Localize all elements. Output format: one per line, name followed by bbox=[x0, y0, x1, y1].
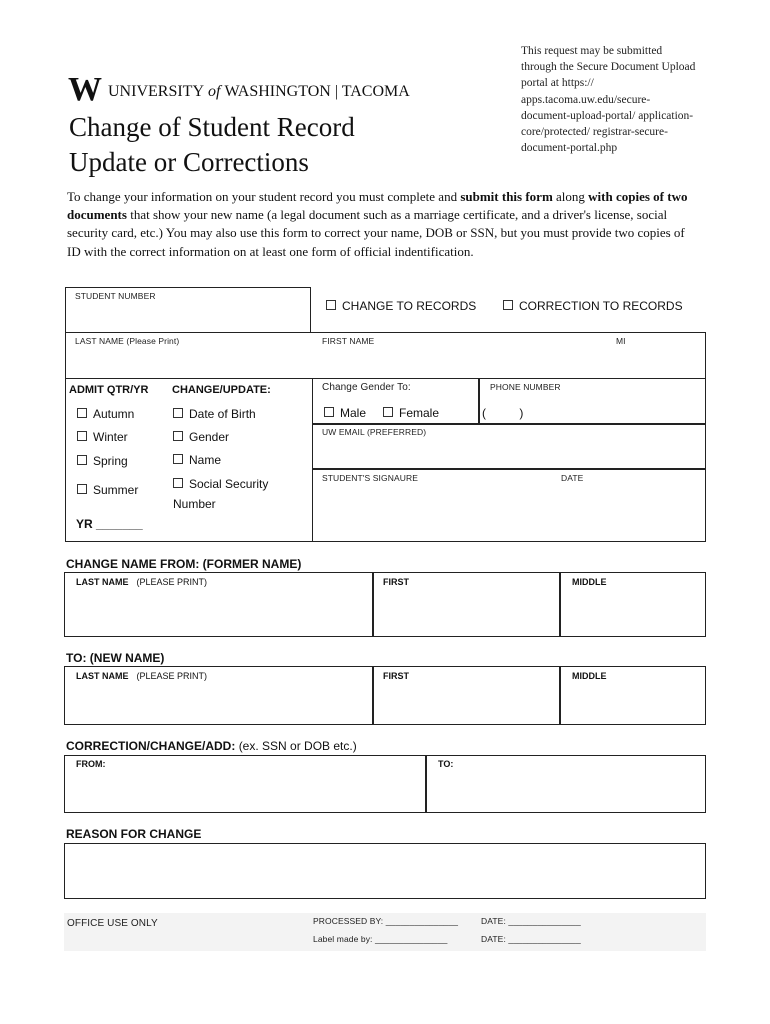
new-name-divider-2 bbox=[559, 666, 561, 725]
office-use-label: OFFICE USE ONLY bbox=[67, 918, 158, 929]
former-last-name-label bbox=[76, 577, 207, 587]
checkbox-icon[interactable] bbox=[173, 431, 183, 441]
intro-text-1: To change your information on your student record you must complete and bbox=[67, 189, 461, 204]
intro-bold-1: submit this form bbox=[460, 189, 553, 204]
gender-male-label: Male bbox=[340, 406, 367, 420]
change-ssn-label: Social Security bbox=[189, 477, 269, 491]
correction-divider bbox=[425, 755, 427, 813]
checkbox-icon[interactable] bbox=[326, 300, 336, 310]
quarter-winter-label: Winter bbox=[93, 430, 128, 444]
intro-text-3: that show your new name (a legal document such as a marriage certificate, and a driver's license, social security card, etc.) You may also use this form to correct your name, DOB or SSN, but you must provide two copies of ID with the correct information on at least one form of official indentification. bbox=[67, 207, 685, 259]
intro-paragraph bbox=[67, 188, 695, 261]
correction-heading-hint: (ex. SSN or DOB etc.) bbox=[238, 739, 357, 753]
checkbox-icon[interactable] bbox=[503, 300, 513, 310]
change-update-heading: CHANGE/UPDATE: bbox=[172, 384, 271, 396]
gender-female-checkbox[interactable] bbox=[383, 406, 439, 420]
former-last-name-text: LAST NAME bbox=[76, 577, 129, 587]
portal-notice: This request may be submitted through the Secure Document Upload portal at https:// apps.tacoma.uw.edu/secure-document-upload-portal/ application-core/protected/ registrar-secure-document-portal.php bbox=[521, 45, 696, 155]
change-name-label: Name bbox=[189, 453, 222, 467]
change-gender-checkbox[interactable] bbox=[173, 430, 229, 444]
checkbox-icon[interactable] bbox=[77, 484, 87, 494]
processed-by-field: PROCESSED BY: _______________ bbox=[313, 916, 459, 926]
checkbox-icon[interactable] bbox=[173, 478, 183, 488]
correction-to-label: TO: bbox=[438, 759, 454, 769]
office-date-field-1: DATE: _______________ bbox=[481, 916, 581, 926]
new-name-divider-1 bbox=[372, 666, 374, 725]
quarter-spring-label: Spring bbox=[93, 454, 128, 468]
intro-text-2: along bbox=[552, 189, 589, 204]
uw-email-label: UW EMAIL (PREFERRED) bbox=[322, 427, 427, 437]
quarter-summer-checkbox[interactable] bbox=[77, 483, 138, 497]
former-middle-name-label: MIDDLE bbox=[572, 577, 607, 587]
student-signature-label: STUDENT'S SIGNAURE bbox=[322, 473, 418, 483]
former-name-divider-1 bbox=[372, 572, 374, 637]
former-last-name-hint: (PLEASE PRINT) bbox=[136, 577, 208, 587]
phone-number-field[interactable]: ( ) bbox=[482, 406, 524, 420]
new-name-heading: TO: (NEW NAME) bbox=[66, 651, 165, 665]
correction-from-label: FROM: bbox=[76, 759, 106, 769]
admit-qtr-heading: ADMIT QTR/YR bbox=[69, 384, 149, 396]
checkbox-icon[interactable] bbox=[173, 408, 183, 418]
change-ssn-checkbox[interactable] bbox=[173, 477, 268, 491]
phone-number-label: PHONE NUMBER bbox=[490, 382, 561, 392]
checkbox-icon[interactable] bbox=[77, 408, 87, 418]
former-name-heading: CHANGE NAME FROM: (FORMER NAME) bbox=[66, 557, 302, 571]
university-logo bbox=[68, 71, 410, 109]
correction-to-records-label: CORRECTION TO RECORDS bbox=[519, 299, 683, 313]
last-name-label: LAST NAME (Please Print) bbox=[75, 336, 180, 346]
new-middle-name-label: MIDDLE bbox=[572, 671, 607, 681]
checkbox-icon[interactable] bbox=[324, 407, 334, 417]
form-title-line1: Change of Student Record bbox=[69, 112, 355, 142]
checkbox-icon[interactable] bbox=[77, 455, 87, 465]
new-last-name-hint: (PLEASE PRINT) bbox=[136, 671, 208, 681]
change-name-checkbox[interactable] bbox=[173, 453, 221, 467]
student-number-label: STUDENT NUMBER bbox=[75, 291, 156, 301]
gender-row-bottom bbox=[312, 423, 706, 425]
new-last-name-text: LAST NAME bbox=[76, 671, 129, 681]
quarter-autumn-label: Autumn bbox=[93, 407, 135, 421]
former-first-name-label: FIRST bbox=[383, 577, 409, 587]
gender-male-checkbox[interactable] bbox=[324, 406, 366, 420]
signature-date-label: DATE bbox=[561, 473, 584, 483]
logo-text-post: WASHINGTON | TACOMA bbox=[224, 83, 410, 100]
former-name-divider-2 bbox=[559, 572, 561, 637]
change-ssn-label-cont: Number bbox=[173, 497, 216, 511]
change-dob-label: Date of Birth bbox=[189, 407, 256, 421]
change-to-records-checkbox[interactable] bbox=[326, 299, 476, 313]
change-gender-to-label: Change Gender To: bbox=[322, 382, 411, 393]
reason-field[interactable] bbox=[64, 843, 706, 899]
correction-table bbox=[64, 755, 706, 813]
logo-text-of: of bbox=[208, 83, 221, 100]
correction-to-records-checkbox[interactable] bbox=[503, 299, 683, 313]
quarter-winter-checkbox[interactable] bbox=[77, 430, 128, 444]
gender-female-label: Female bbox=[399, 406, 440, 420]
checkbox-icon[interactable] bbox=[77, 431, 87, 441]
change-gender-label: Gender bbox=[189, 430, 230, 444]
new-last-name-label bbox=[76, 671, 207, 681]
middle-initial-label: MI bbox=[616, 336, 626, 346]
first-name-label: FIRST NAME bbox=[322, 336, 375, 346]
year-field-label[interactable]: YR _______ bbox=[76, 517, 143, 531]
checkbox-icon[interactable] bbox=[383, 407, 393, 417]
correction-heading-text: CORRECTION/CHANGE/ADD: bbox=[66, 739, 236, 753]
label-made-by-field: Label made by: _______________ bbox=[313, 934, 448, 944]
contact-signature-block bbox=[312, 378, 706, 542]
quarter-autumn-checkbox[interactable] bbox=[77, 407, 134, 421]
checkbox-icon[interactable] bbox=[173, 454, 183, 464]
logo-text-pre: UNIVERSITY bbox=[108, 83, 204, 100]
form-title-line2: Update or Corrections bbox=[69, 147, 309, 177]
office-date-field-2: DATE: _______________ bbox=[481, 934, 581, 944]
correction-heading bbox=[66, 739, 357, 753]
quarter-summer-label: Summer bbox=[93, 483, 139, 497]
gender-phone-divider bbox=[478, 378, 480, 424]
change-dob-checkbox[interactable] bbox=[173, 407, 256, 421]
change-to-records-label: CHANGE TO RECORDS bbox=[342, 299, 477, 313]
quarter-spring-checkbox[interactable] bbox=[77, 454, 128, 468]
email-row-bottom bbox=[312, 468, 706, 470]
reason-heading: REASON FOR CHANGE bbox=[66, 827, 202, 841]
intro-bold-2: with copies of two documents bbox=[67, 189, 688, 223]
logo-w: W bbox=[68, 71, 102, 108]
new-first-name-label: FIRST bbox=[383, 671, 409, 681]
